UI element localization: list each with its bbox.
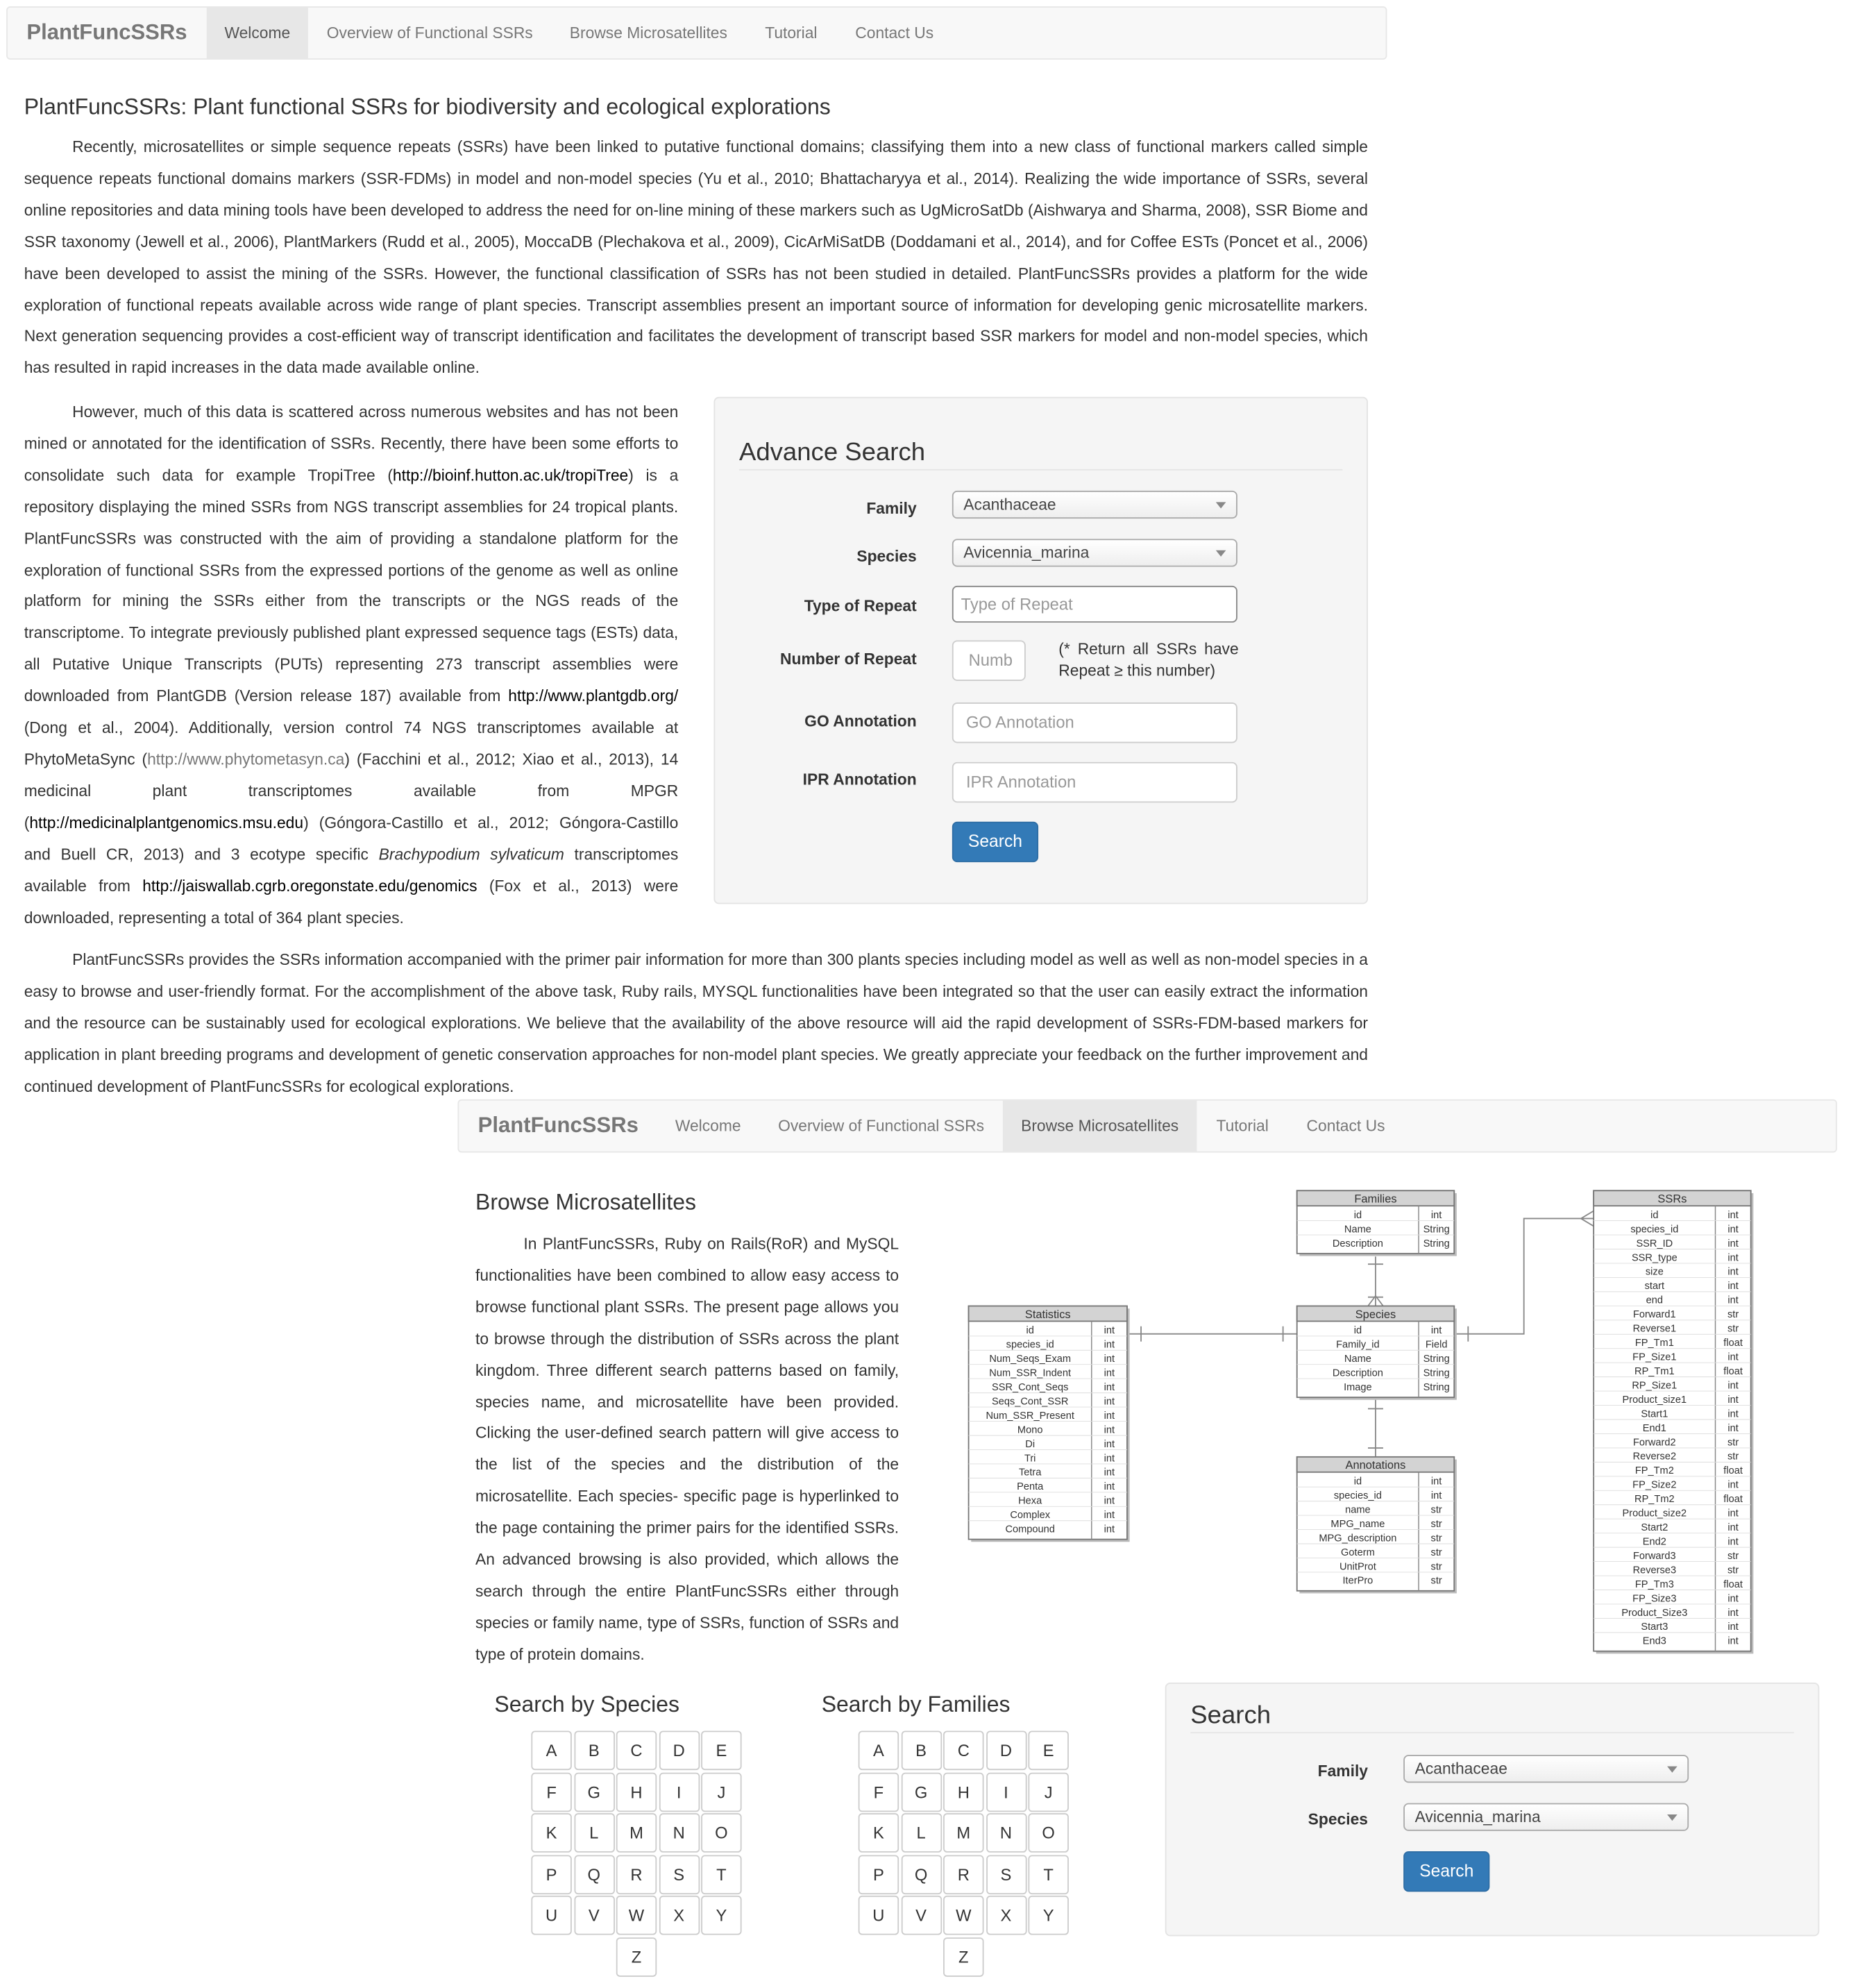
statistics-table-title: Statistics (1024, 1308, 1071, 1321)
statistics-field-type: int (1104, 1381, 1115, 1393)
family-letter-i[interactable]: I (986, 1772, 1026, 1812)
adv-ipr-input[interactable]: IPR Annotation (952, 762, 1237, 802)
annotations-field-name: name (1345, 1504, 1371, 1516)
ssrs-field-name: Product_Size3 (1621, 1607, 1688, 1619)
family-letter-m[interactable]: M (943, 1813, 983, 1853)
family-letter-r[interactable]: R (943, 1855, 983, 1894)
browse-search-legend: Search (1190, 1701, 1794, 1733)
family-letter-f[interactable]: F (859, 1772, 899, 1812)
species-letter-y[interactable]: Y (701, 1896, 741, 1935)
browse-search-button[interactable]: Search (1403, 1851, 1489, 1892)
jaiswallab-link[interactable]: http://jaiswallab.cgrb.oregonstate.edu/genomics (142, 877, 477, 895)
intro-paragraph-1-text: Recently, microsatellites or simple sequence repeats (SSRs) have been linked to putative functional domains; classifying them into a new class of functional markers called simple sequence repeats functional domains markers (SSR-FDMs) in model and non-model species (Yu et al., 2010; Bhattacharyya et al., 2014). Realizing the wide importance of SSRs, several online repositories and data mining tools have been developed to address the need for on-line mining of these markers such as UgMicroSatDb (Aishwarya and Sharma, 2008), SSR Biome and SSR taxonomy (Jewell et al., 2006), PlantMarkers (Rudd et al., 2005), MoccaDB (Plechakova et al., 2009), CicArMiSatDB (Doddamani et al., 2014), and for Coffee ESTs (Poncet et al., 2006) have been developed to assist the mining of the SSRs. However, the functional classification of SSRs has not been studied in detailed. PlantFuncSSRs provides a platform for the wide exploration of functional repeats available across wide range of plant species. Transcript assemblies present an important source of information for developing genic microsatellite markers. Next generation sequencing provides a cost-efficient way of transcript identification and facilitates the development of transcript based SSR markers for model and non-model species, which has resulted in rapid increases in the data made available online. (24, 138, 1369, 378)
statistics-field-type: int (1104, 1367, 1115, 1379)
family-letter-u[interactable]: U (859, 1896, 899, 1935)
species-letter-c[interactable]: C (616, 1730, 657, 1770)
families-field-name: Description (1332, 1238, 1383, 1249)
species-letter-q[interactable]: Q (574, 1855, 614, 1894)
species-letter-f[interactable]: F (531, 1772, 571, 1812)
annotations-field-type: int (1430, 1476, 1442, 1488)
families-field-type: String (1423, 1224, 1450, 1236)
advance-search-panel (713, 397, 1368, 904)
ssrs-field-type: float (1723, 1365, 1743, 1377)
species-letter-t[interactable]: T (701, 1855, 741, 1894)
species-letter-v[interactable]: V (574, 1896, 614, 1935)
family-letter-x[interactable]: X (986, 1896, 1026, 1935)
ssrs-field-name: Product_size1 (1622, 1394, 1687, 1406)
browse-title: Browse Microsatellites (475, 1189, 697, 1215)
families-field-type: int (1430, 1209, 1442, 1221)
species-letter-w[interactable]: W (616, 1896, 657, 1935)
family-letter-t[interactable]: T (1028, 1855, 1068, 1894)
ssrs-field-type: float (1723, 1338, 1743, 1349)
statistics-field-type: int (1104, 1339, 1115, 1351)
species-letter-a[interactable]: A (531, 1730, 571, 1770)
chevron-down-icon (1216, 550, 1226, 557)
relation-line (1454, 1218, 1594, 1333)
p2-text-5: ) (Góngora-Castillo et al., 2012; Góngora-Castillo and Buell CR, 2013) and 3 ecotype specific (24, 814, 679, 864)
p2-text-4: ) (Facchini et al., 2012; Xiao et al., 2013), 14 medicinal plant transcriptomes available from MPGR ( (24, 750, 679, 832)
ssrs-field-name: Forward1 (1632, 1309, 1676, 1321)
statistics-field-name: id (1026, 1325, 1034, 1337)
annotations-field-type: str (1430, 1561, 1442, 1573)
ssrs-field-name: RP_Size1 (1632, 1380, 1677, 1392)
family-letter-n[interactable]: N (986, 1813, 1026, 1853)
annotations-field-name: id (1353, 1476, 1362, 1488)
species-field-type: String (1423, 1354, 1450, 1365)
statistics-field-type: int (1104, 1510, 1115, 1522)
species-letter-m[interactable]: M (616, 1813, 657, 1853)
ssrs-field-type: int (1727, 1295, 1739, 1306)
ssrs-field-type: int (1727, 1508, 1739, 1519)
mpgr-link[interactable]: http://medicinalplantgenomics.msu.edu (29, 814, 304, 832)
family-letter-y[interactable]: Y (1028, 1896, 1068, 1935)
ssrs-field-name: FP_Tm2 (1634, 1465, 1674, 1477)
statistics-field-name: Seqs_Cont_SSR (991, 1396, 1069, 1408)
ssrs-field-name: FP_Size3 (1632, 1593, 1677, 1605)
adv-repeat-type-input[interactable]: Type of Repeat (952, 586, 1237, 623)
family-letter-g[interactable]: G (901, 1772, 941, 1812)
species-letter-u[interactable]: U (531, 1896, 571, 1935)
statistics-field-type: int (1104, 1325, 1115, 1337)
species-field-type: String (1423, 1381, 1450, 1393)
bottom-nav-tutorial[interactable]: Tutorial (1216, 1117, 1269, 1135)
ssrs-field-type: float (1723, 1465, 1743, 1477)
ssrs-field-name: start (1644, 1281, 1665, 1292)
p2-text-2: ) is a repository displaying the mined SSRs from NGS transcript assemblies for 24 tropical plants. PlantFuncSSRs was constructed with the aim of providing a standalone platform for the exploration of functional SSRs from the expressed portions of the genome as well as online platform for mining the SSRs either from the transcripts or the NGS reads of the transcriptome. To integrate previously published plant expressed sequence tags (ESTs) data, all Putative Unique Transcripts (PUTs) representing 273 transcript assemblies were downloaded from PlantGDB (Version release 187) available from (24, 466, 679, 705)
annotations-field-type: str (1430, 1547, 1442, 1558)
species-letter-z[interactable]: Z (616, 1937, 657, 1976)
adv-go-input[interactable]: GO Annotation (952, 702, 1237, 743)
browse-species-label: Species (1308, 1810, 1369, 1829)
p2-text-7: (Fox et al., 2013) were downloaded, representing a total of 364 plant species. (24, 877, 679, 927)
adv-family-select[interactable] (952, 491, 1237, 519)
ssrs-field-type: int (1727, 1380, 1739, 1392)
statistics-field-name: species_id (1006, 1339, 1054, 1351)
intro-paragraph-1 (24, 132, 1368, 385)
ssrs-field-type: str (1727, 1565, 1739, 1576)
species-letter-g[interactable]: G (574, 1772, 614, 1812)
top-nav-welcome[interactable]: Welcome (207, 8, 308, 58)
annotations-field-name: Goterm (1341, 1547, 1375, 1558)
ssrs-field-type: float (1723, 1578, 1743, 1590)
statistics-field-type: int (1104, 1524, 1115, 1535)
adv-family-value: Acanthaceae (963, 496, 1056, 514)
ssrs-field-type: int (1727, 1266, 1739, 1278)
statistics-field-name: Num_SSR_Present (986, 1410, 1074, 1422)
statistics-field-type: int (1104, 1410, 1115, 1422)
ssrs-field-type: int (1727, 1238, 1739, 1249)
ssrs-field-type: int (1727, 1536, 1739, 1548)
ssrs-field-name: Forward3 (1632, 1550, 1676, 1562)
family-letter-b[interactable]: B (901, 1730, 941, 1770)
ssrs-field-name: species_id (1630, 1224, 1679, 1236)
ssrs-field-type: int (1727, 1394, 1739, 1406)
ssrs-field-name: Reverse3 (1632, 1565, 1677, 1576)
statistics-field-type: int (1104, 1467, 1115, 1479)
ssrs-field-name: FP_Tm1 (1634, 1338, 1674, 1349)
top-nav-browse[interactable]: Browse Microsatellites (569, 24, 727, 42)
ssrs-field-type: int (1727, 1351, 1739, 1363)
database-schema-diagram (957, 1186, 1768, 1661)
family-letter-w[interactable]: W (943, 1896, 983, 1935)
adv-repeat-number-label: Number of Repeat (780, 650, 917, 668)
ssrs-field-name: RP_Tm1 (1634, 1365, 1675, 1377)
ssrs-field-type: int (1727, 1422, 1739, 1434)
bottom-nav-contact[interactable]: Contact Us (1306, 1117, 1385, 1135)
chevron-down-icon (1216, 502, 1226, 508)
ssrs-field-name: Forward2 (1632, 1437, 1676, 1449)
intro-paragraph-3-text: PlantFuncSSRs provides the SSRs information accompanied with the primer pair information for more than 300 plants species including model as well as well as non-model species in a easy to browse and user-friendly format. For the accomplishment of the above task, Ruby rails, MYSQL functionalities have been integrated so that the user can easily extract the information and the resource can be sustainably used for ecological explorations. We believe that the availability of the above resource will aid the rapid development of SSRs-FDM-based markers for application in plant breeding programs and development of genetic conservation approaches for non-model plant species. We greatly appreciate your feedback on the further improvement and continued development of PlantFuncSSRs for ecological explorations. (24, 951, 1369, 1095)
statistics-field-name: Penta (1017, 1481, 1044, 1493)
adv-family-label: Family (866, 499, 917, 518)
ssrs-field-name: Start3 (1641, 1621, 1668, 1633)
species-letter-i[interactable]: I (659, 1772, 699, 1812)
statistics-field-name: Num_SSR_Indent (989, 1367, 1072, 1379)
ssrs-field-name: End2 (1642, 1536, 1666, 1548)
species-letter-b[interactable]: B (574, 1730, 614, 1770)
tropitree-link[interactable]: http://bioinf.hutton.ac.uk/tropiTree (392, 466, 629, 485)
browse-family-value: Acanthaceae (1414, 1760, 1507, 1778)
annotations-field-type: str (1430, 1518, 1442, 1530)
family-letter-a[interactable]: A (859, 1730, 899, 1770)
annotations-field-type: str (1430, 1504, 1442, 1516)
advance-search-legend: Advance Search (739, 439, 1343, 471)
browse-paragraph-text: In PlantFuncSSRs, Ruby on Rails(RoR) and MySQL functionalities have been combined to allow easy access to browse functional plant SSRs. The present page allows you to browse through the distribution of SSRs across the plant kingdom. Three different search patterns based on family, species name, and microsatellite have been provided. Clicking the user-defined search pattern will give access to the list of the species and the distribution of the microsatellite. Each species- specific page is hyperlinked to the page containing the primer pairs for the identified SSRs. An advanced browsing is also provided, which allows the search through the entire PlantFuncSSRs either through species or family name, type of SSRs, function of SSRs and type of protein domains. (475, 1235, 899, 1664)
bottom-nav-overview[interactable]: Overview of Functional SSRs (778, 1117, 985, 1135)
families-table-title: Families (1354, 1193, 1397, 1206)
statistics-field-type: int (1104, 1453, 1115, 1465)
species-letter-x[interactable]: X (659, 1896, 699, 1935)
species-field-name: Description (1332, 1367, 1383, 1379)
statistics-field-type: int (1104, 1438, 1115, 1450)
ssrs-field-name: SSR_type (1631, 1252, 1677, 1264)
ssrs-field-type: str (1727, 1550, 1739, 1562)
species-letter-d[interactable]: D (659, 1730, 699, 1770)
species-field-name: Image (1344, 1381, 1372, 1393)
species-letter-n[interactable]: N (659, 1813, 699, 1853)
ssrs-field-name: end (1646, 1295, 1664, 1306)
family-letter-l[interactable]: L (901, 1813, 941, 1853)
species-field-name: Family_id (1336, 1339, 1380, 1351)
species-letter-r[interactable]: R (616, 1855, 657, 1894)
family-letter-q[interactable]: Q (901, 1855, 941, 1894)
ssrs-field-name: Start2 (1641, 1522, 1668, 1534)
phytometasyn-link[interactable]: http://www.phytometasyn.ca (147, 750, 345, 768)
adv-repeat-number-input[interactable]: Numb (952, 640, 1026, 680)
families-field-name: Name (1344, 1224, 1371, 1236)
family-letter-h[interactable]: H (943, 1772, 983, 1812)
top-page-title: PlantFuncSSRs: Plant functional SSRs for biodiversity and ecological explorations (24, 94, 831, 119)
bottom-navbar (457, 1100, 1836, 1153)
adv-repeat-type-label: Type of Repeat (804, 597, 917, 615)
species-table-title: Species (1355, 1308, 1396, 1321)
species-letter-p[interactable]: P (531, 1855, 571, 1894)
annotations-field-name: MPG_description (1319, 1533, 1397, 1544)
family-letter-p[interactable]: P (859, 1855, 899, 1894)
statistics-field-name: SSR_Cont_Seqs (991, 1381, 1069, 1393)
browse-paragraph (475, 1229, 899, 1671)
annotations-field-name: species_id (1333, 1490, 1382, 1501)
search-by-families-title: Search by Families (821, 1691, 1011, 1717)
bottom-nav-browse[interactable]: Browse Microsatellites (1003, 1101, 1197, 1152)
annotations-field-type: str (1430, 1575, 1442, 1587)
chevron-down-icon (1667, 1814, 1677, 1821)
ssrs-field-type: str (1727, 1309, 1739, 1321)
statistics-field-type: int (1104, 1481, 1115, 1493)
statistics-field-type: int (1104, 1495, 1115, 1507)
statistics-field-name: Tetra (1018, 1467, 1042, 1479)
bottom-nav-welcome[interactable]: Welcome (675, 1117, 741, 1135)
species-letter-j[interactable]: J (701, 1772, 741, 1812)
p2-text-3: (Dong et al., 2004). Additionally, version control 74 NGS transcriptomes available at PhytoMetaSync ( (24, 718, 679, 768)
families-field-type: String (1423, 1238, 1450, 1249)
adv-repeat-number-hint: (* Return all SSRs have Repeat ≥ this number) (1058, 640, 1239, 680)
ssrs-field-name: FP_Tm3 (1634, 1578, 1674, 1590)
ssrs-field-type: int (1727, 1479, 1739, 1491)
ssrs-field-type: int (1727, 1281, 1739, 1292)
family-letter-d[interactable]: D (986, 1730, 1026, 1770)
annotations-field-type: int (1430, 1490, 1442, 1501)
species-field-type: Field (1425, 1339, 1448, 1351)
family-letter-v[interactable]: V (901, 1896, 941, 1935)
family-letter-s[interactable]: S (986, 1855, 1026, 1894)
bottom-brand[interactable]: PlantFuncSSRs (477, 1113, 639, 1138)
family-letter-o[interactable]: O (1028, 1813, 1068, 1853)
ssrs-field-type: int (1727, 1408, 1739, 1420)
species-field-type: int (1430, 1325, 1442, 1337)
statistics-field-name: Num_Seqs_Exam (989, 1354, 1072, 1365)
species-field-name: Name (1344, 1354, 1371, 1365)
ssrs-field-name: FP_Size1 (1632, 1351, 1677, 1363)
intro-paragraph-2 (24, 397, 679, 934)
chevron-down-icon (1667, 1767, 1677, 1773)
adv-species-value: Avicennia_marina (963, 544, 1090, 562)
statistics-field-name: Complex (1010, 1510, 1051, 1522)
species-letter-o[interactable]: O (701, 1813, 741, 1853)
ssrs-field-type: int (1727, 1252, 1739, 1264)
statistics-field-type: int (1104, 1396, 1115, 1408)
adv-search-button[interactable]: Search (952, 822, 1038, 862)
ssrs-field-name: Reverse1 (1632, 1323, 1677, 1335)
species-letter-k[interactable]: K (531, 1813, 571, 1853)
ssrs-field-type: str (1727, 1437, 1739, 1449)
statistics-field-name: Di (1025, 1438, 1036, 1450)
browse-family-label: Family (1317, 1762, 1369, 1780)
p2-italic-species: Brachypodium sylvaticum (378, 845, 564, 864)
top-brand[interactable]: PlantFuncSSRs (26, 20, 187, 44)
family-letter-z[interactable]: Z (943, 1937, 983, 1976)
family-letter-j[interactable]: J (1028, 1772, 1068, 1812)
family-letter-c[interactable]: C (943, 1730, 983, 1770)
ssrs-field-type: int (1727, 1593, 1739, 1605)
ssrs-field-name: End1 (1642, 1422, 1666, 1434)
species-field-name: id (1353, 1325, 1362, 1337)
adv-go-label: GO Annotation (804, 712, 917, 731)
ssrs-field-type: int (1727, 1621, 1739, 1633)
browse-family-select[interactable] (1403, 1755, 1689, 1783)
statistics-field-type: int (1104, 1424, 1115, 1436)
statistics-field-name: Compound (1005, 1524, 1055, 1535)
ssrs-field-type: int (1727, 1607, 1739, 1619)
annotations-field-name: UnitProt (1339, 1561, 1376, 1573)
browse-species-value: Avicennia_marina (1414, 1808, 1541, 1826)
intro-paragraph-3 (24, 945, 1368, 1102)
top-nav-overview[interactable]: Overview of Functional SSRs (326, 24, 533, 42)
statistics-field-name: Tri (1024, 1453, 1036, 1465)
family-letter-e[interactable]: E (1028, 1730, 1068, 1770)
ssrs-field-name: size (1645, 1266, 1664, 1278)
ssrs-field-name: id (1650, 1209, 1659, 1221)
search-by-species-title: Search by Species (494, 1691, 679, 1717)
ssrs-table-title: SSRs (1657, 1193, 1687, 1206)
species-letter-h[interactable]: H (616, 1772, 657, 1812)
top-navbar (6, 6, 1387, 60)
ssrs-field-type: int (1727, 1209, 1739, 1221)
browse-species-select[interactable] (1403, 1803, 1689, 1831)
plantgdb-link[interactable]: http://www.plantgdb.org/ (508, 687, 679, 705)
family-letter-k[interactable]: K (859, 1813, 899, 1853)
adv-species-select[interactable] (952, 539, 1237, 566)
ssrs-field-type: float (1723, 1494, 1743, 1506)
top-nav-tutorial[interactable]: Tutorial (765, 24, 818, 42)
species-letter-l[interactable]: L (574, 1813, 614, 1853)
ssrs-field-name: Product_size2 (1622, 1508, 1687, 1519)
ssrs-field-name: RP_Tm2 (1634, 1494, 1675, 1506)
annotations-field-type: str (1430, 1533, 1442, 1544)
adv-species-label: Species (856, 548, 917, 566)
statistics-field-name: Mono (1017, 1424, 1043, 1436)
statistics-field-name: Hexa (1018, 1495, 1042, 1507)
species-letter-e[interactable]: E (701, 1730, 741, 1770)
species-field-type: String (1423, 1367, 1450, 1379)
ssrs-field-type: int (1727, 1635, 1739, 1647)
ssrs-field-name: FP_Size2 (1632, 1479, 1677, 1491)
browse-search-panel (1165, 1683, 1820, 1936)
annotations-table-title: Annotations (1345, 1459, 1406, 1472)
p2-text-6: transcriptomes available from (24, 845, 679, 895)
annotations-field-name: MPG_name (1330, 1518, 1385, 1530)
statistics-field-type: int (1104, 1354, 1115, 1365)
ssrs-field-name: Start1 (1641, 1408, 1668, 1420)
p2-text-1: However, much of this data is scattered across numerous websites and has not been mined or annotated for the identification of SSRs. Recently, there have been some efforts to consolidate such data for example TropiTree ( (24, 403, 679, 485)
ssrs-field-type: int (1727, 1224, 1739, 1236)
ssrs-field-name: SSR_ID (1636, 1238, 1673, 1249)
species-letter-s[interactable]: S (659, 1855, 699, 1894)
families-field-name: id (1353, 1209, 1362, 1221)
top-nav-contact[interactable]: Contact Us (855, 24, 934, 42)
ssrs-field-name: End3 (1642, 1635, 1666, 1647)
ssrs-field-type: int (1727, 1522, 1739, 1534)
ssrs-field-type: str (1727, 1323, 1739, 1335)
adv-ipr-label: IPR Annotation (802, 770, 917, 789)
ssrs-field-name: Reverse2 (1632, 1451, 1677, 1463)
annotations-field-name: IterPro (1342, 1575, 1374, 1587)
ssrs-field-type: str (1727, 1451, 1739, 1463)
